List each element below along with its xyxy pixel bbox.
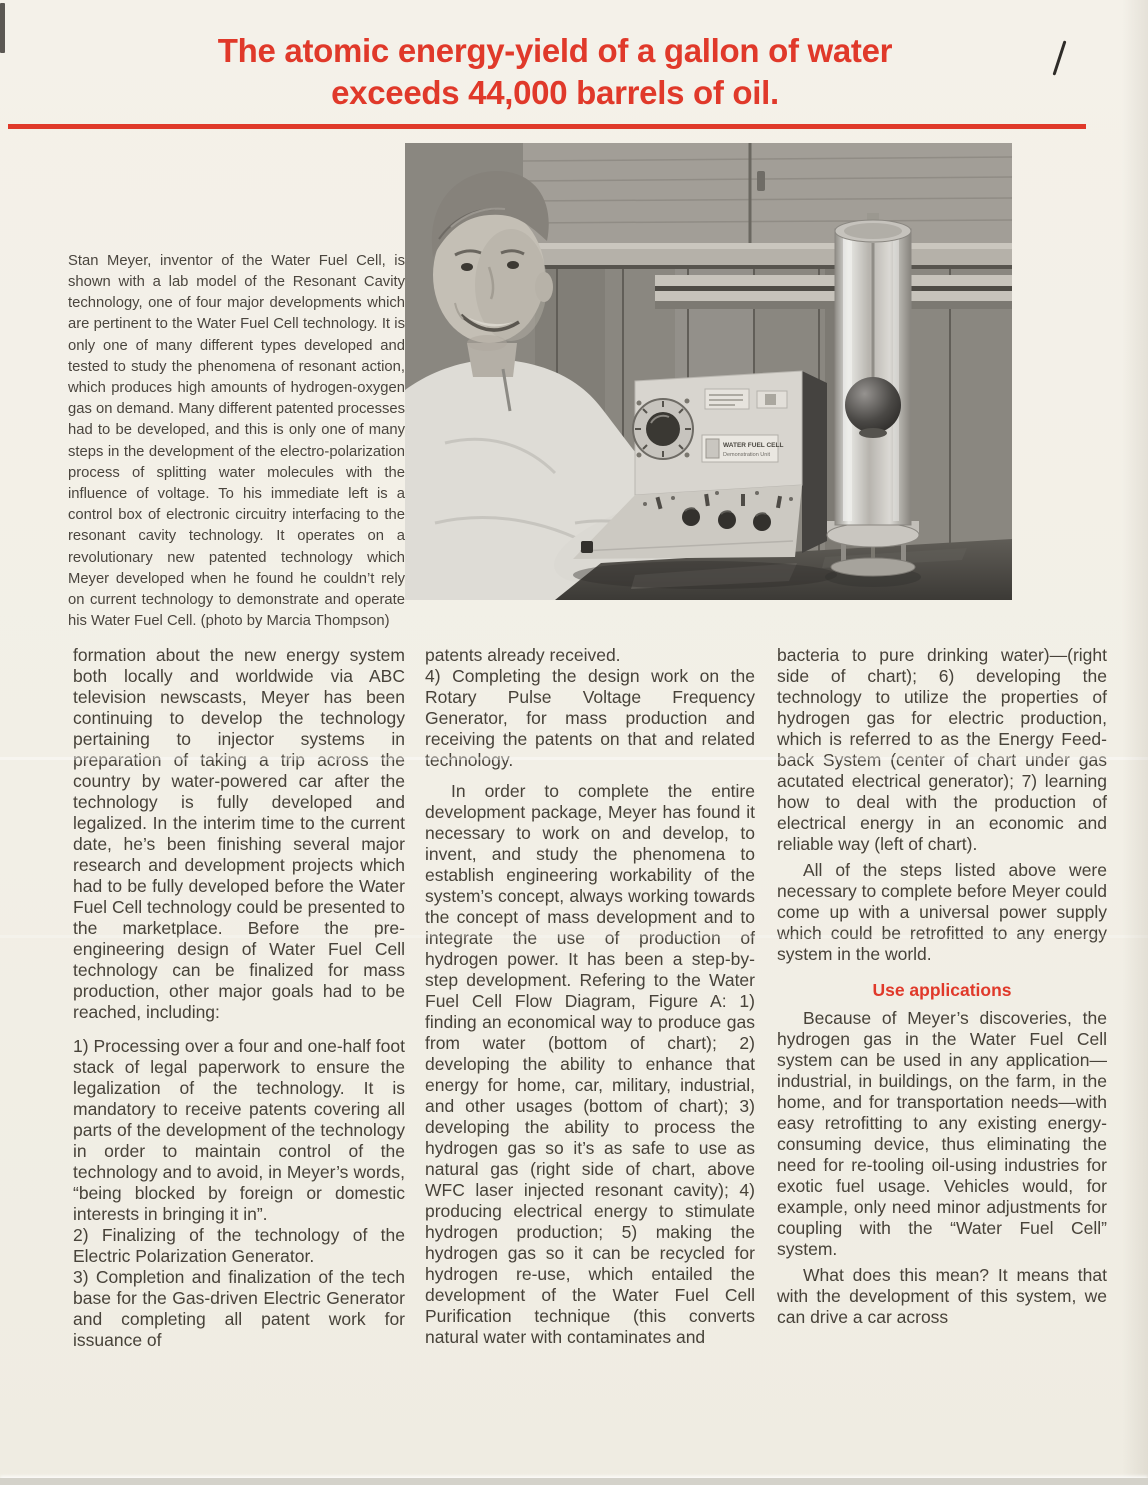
paragraph: bacteria to pure drinking water)—(right side of chart); 6) developing the technology to utilize the properties of hydrogen gas for electric production, which is referred to as the Energy Feed-back System (center of chart under gas acutated electrical generator); 7) learning how to deal with the production of electrical energy in an economic and reliable way (left of chart). bbox=[777, 645, 1107, 854]
photo-caption: Stan Meyer, inventor of the Water Fuel Cell, is shown with a lab model of the Resonant Cavity technology, one of four major developments which are pertinent to the Water Fuel Cell technology. It is only one of many different types developed and tested to study the phenomena of resonant action, which produces high amounts of hydrogen-oxygen gas on demand. Many different patented processes had to be developed, and this is only one of many steps in the development of the electro-polarization process of splitting water molecules with the influence of voltage. To his immediate left is a control box of electronic circuitry interfacing to the resonant cavity technology. It operates on a revolutionary new patented technology which Meyer developed when he found he couldn’t rely on current technology to demonstrate and operate his Water Fuel Cell. (photo by Marcia Thompson) bbox=[68, 252, 405, 630]
photo-stan-meyer-with-water-fuel-cell bbox=[405, 143, 1012, 600]
scan-bottom-edge bbox=[0, 1478, 1148, 1485]
paragraph-list-item-2: 2) Finalizing of the technology of the Electric Polarization Generator. bbox=[73, 1225, 405, 1266]
photo-resonant-cavity-cylinder bbox=[825, 213, 921, 587]
scan-edge-shading bbox=[1122, 0, 1148, 1485]
paragraph: In order to complete the entire development package, Meyer has found it necessary to work on and develop, to invent, and study the phenomena to establish engineering workability of the system’s concept, always working towards the concept of mass development and to integrate the use of production of hydrogen power. It has been a step-by-step development. Refering to the Water Fuel Cell Flow Diagram, Figure A: 1) finding an economical way to produce gas from water (bottom of chart); 2) developing the ability to enhance that energy for home, car, military, industrial, and other usages (bottom of chart); 3) developing the ability to process the hydrogen gas so it’s as safe to use as natural gas (right side of chart, above WFC laser injected resonant cavity); 4) producing electrical energy to stimulate hydrogen production; 5) making the hydrogen gas so it can be recycled for hydrogen re-use, which entailed the development of the Water Fuel Cell Purification technique (this converts natural water with contaminates and bbox=[425, 781, 755, 1347]
paragraph-list-item-4: 4) Completing the design work on the Rotary Pulse Voltage Frequency Generator, for mass production and receiving the patents on that and related technology. bbox=[425, 666, 755, 770]
paragraph-list-item-1: 1) Processing over a four and one-half foot stack of legal paperwork to ensure the legalization of the technology. It is mandatory to receive patents covering all parts of the development of the technology in order to maintain control of the technology and to avoid, in Meyer’s words, “being blocked by foreign or domestic interests in bringing it in”. bbox=[73, 1036, 405, 1224]
paragraph: patents already received. bbox=[425, 645, 621, 665]
body-column-2 bbox=[425, 645, 755, 1348]
paragraph: All of the steps listed above were necessary to complete before Meyer could come up with a universal power supply which could be retrofitted to any energy system in the world. bbox=[777, 860, 1107, 964]
device-label-subtitle: Demonstration Unit bbox=[723, 452, 771, 458]
body-column-1 bbox=[73, 645, 405, 1351]
photo-illustration bbox=[405, 143, 1012, 600]
section-heading-use-applications: Use applications bbox=[872, 980, 1012, 1000]
headline-line-1: The atomic energy-yield of a gallon of water bbox=[217, 32, 893, 69]
page-title bbox=[0, 30, 1110, 114]
paragraph: formation about the new energy system both locally and worldwide via ABC television newscasts, Meyer has been continuing to develop the technology pertaining to injector systems in preparation of taking a trip across the country by water-powered car after the technology is fully developed and legalized. In the interim time to the current date, he’s been finishing several major research and development projects which had to be fully developed before the Water Fuel Cell technology could be presented to the marketplace. Before the pre-engineering design of Water Fuel Cell technology can be finalized for mass production, other major goals had to be reached, including: bbox=[73, 645, 405, 1022]
headline-line-2: exceeds 44,000 barrels of oil. bbox=[331, 74, 779, 111]
paragraph: Because of Meyer’s discoveries, the hydrogen gas in the Water Fuel Cell system can be used in any application—industrial, in buildings, on the farm, in the home, and for transportation needs—with easy retrofitting to any existing energy-consuming device, thus eliminating the need for re-tooling oil-using industries for exotic fuel usage. Vehicles would, for example, only need minor adjustments for coupling with the “Water Fuel Cell” system. bbox=[777, 1008, 1107, 1259]
paragraph-list-item-3: 3) Completion and finalization of the tech base for the Gas-driven Electric Generator and completing all patent work for issuance of bbox=[73, 1267, 405, 1350]
paragraph: What does this mean? It means that with the development of this system, we can drive a car across bbox=[777, 1265, 1107, 1327]
body-column-3 bbox=[777, 645, 1107, 1328]
headline-divider-rule bbox=[8, 124, 1086, 129]
device-label-title: WATER FUEL CELL bbox=[723, 442, 784, 449]
